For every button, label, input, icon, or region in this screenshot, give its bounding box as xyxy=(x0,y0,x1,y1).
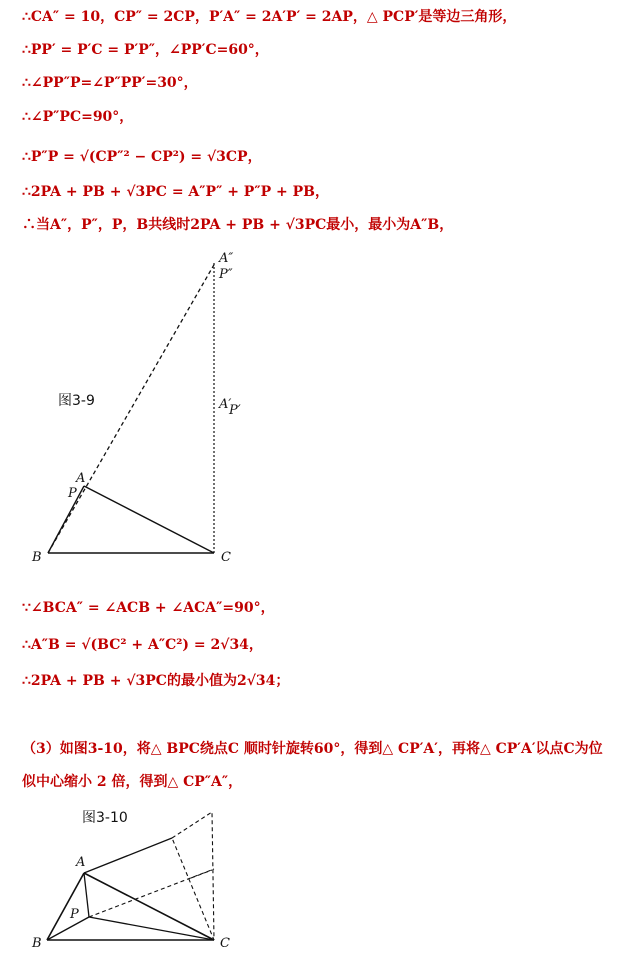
segment2-p-c xyxy=(89,917,214,940)
text-line-2: ∴PP′ = P′C = P′P″，∠PP′C=60°， xyxy=(22,42,269,58)
label-a2: A″ xyxy=(219,251,234,266)
dashed-line-p-mid xyxy=(89,869,214,917)
segment2-a-c xyxy=(84,873,214,940)
text-line-7: ∴当A″，P″，P，B共线时2PA + PB + √3PC最小，最小为A″B， xyxy=(22,217,454,233)
part3-line-1: （3）如图3-10，将△ BPC绕点C 顺时针旋转60°，得到△ CP′A′，再将△ CP′A′以点C为位 xyxy=(22,741,603,757)
text-line-8: ∵∠BCA″ = ∠ACB + ∠ACA″=90°， xyxy=(22,600,275,616)
segment2-a-rot xyxy=(84,838,172,873)
label-b: B xyxy=(32,550,42,565)
label2-a: A xyxy=(76,855,86,870)
segment2-a-p xyxy=(84,873,89,917)
text-line-4: ∴∠P″PC=90°， xyxy=(22,109,134,125)
figure-caption-3-9: 图3-9 xyxy=(58,393,95,409)
part3-line-2: 似中心缩小 2 倍，得到△ CP″A″， xyxy=(22,774,243,790)
label-a: A xyxy=(76,471,86,486)
label-p2: P″ xyxy=(219,267,233,282)
text-line-1: ∴CA″ = 10，CP″ = 2CP，P′A″ = 2A′P′ = 2AP，△ PCP′是等边三角形， xyxy=(22,9,517,25)
label-a1: A′ xyxy=(219,397,232,412)
label2-c: C xyxy=(220,936,230,951)
figure-caption-3-10: 图3-10 xyxy=(82,810,128,826)
text-line-3: ∴∠PP″P=∠P″PP′=30°， xyxy=(22,75,198,91)
label2-p: P xyxy=(70,907,79,922)
text-line-6: ∴2PA + PB + √3PC = A″P″ + P″P + PB， xyxy=(22,184,329,200)
label-p: P xyxy=(68,486,77,501)
text-line-10: ∴2PA + PB + √3PC的最小值为2√34； xyxy=(22,673,290,689)
label2-b: B xyxy=(32,936,42,951)
text-line-9: ∴A″B = √(BC² + A″C²) = 2√34， xyxy=(22,637,263,653)
text-line-5: ∴P″P = √(CP″² − CP²) = √3CP， xyxy=(22,149,262,165)
label-p1: P′ xyxy=(229,403,241,418)
label-c: C xyxy=(221,550,231,565)
